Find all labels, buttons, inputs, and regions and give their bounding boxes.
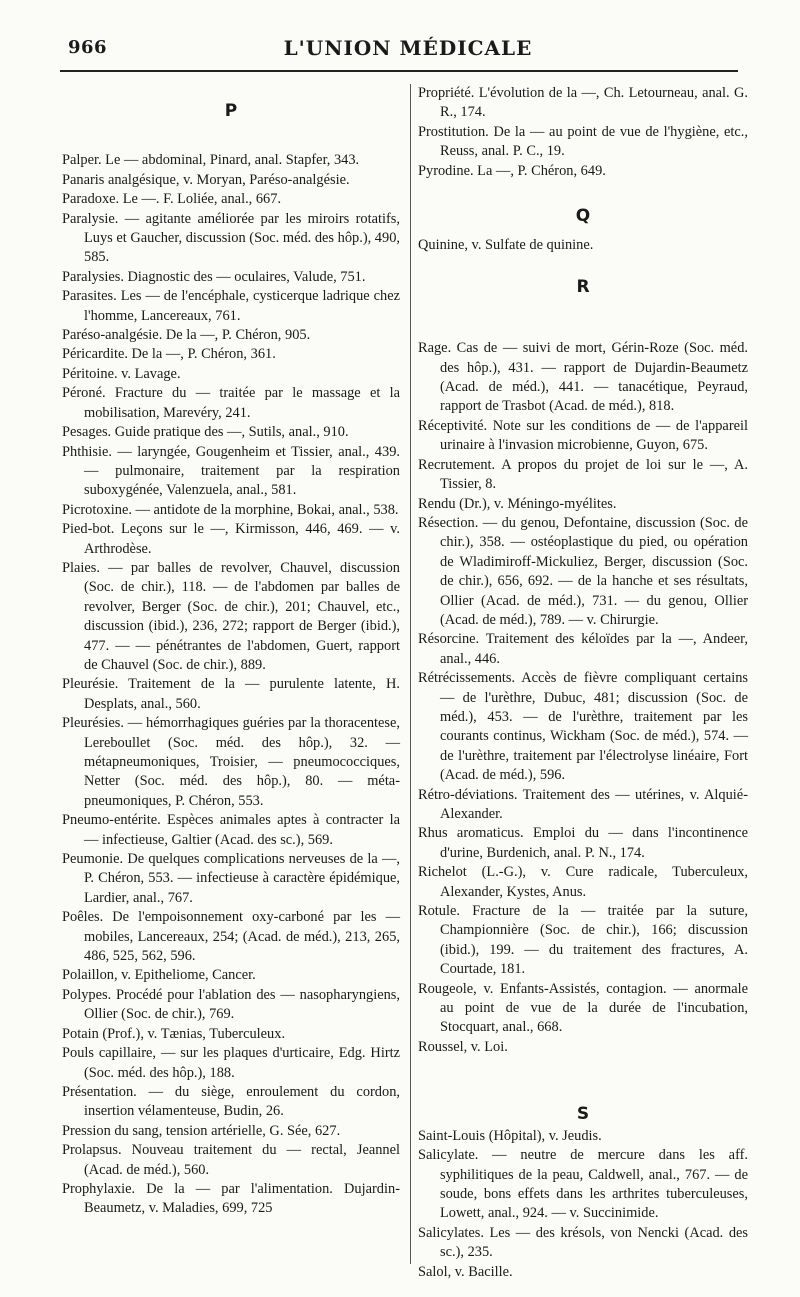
index-entry: Paréso-analgésie. De la —, P. Chéron, 905. <box>62 327 311 344</box>
running-title: L'UNION MÉDICALE <box>283 36 533 60</box>
left-entries <box>62 151 400 1218</box>
index-entry: Polaillon, v. Epitheliome, Cancer. <box>62 967 256 984</box>
index-entry: Péritoine. v. Lavage. <box>62 365 181 382</box>
index-entry: Recrutement. A propos du projet de loi sur le —, A. Tissier, 8. <box>418 456 748 493</box>
index-entry: Picrotoxine. — antidote de la morphine, Bokai, anal., 538. <box>62 501 399 518</box>
index-entry: Pleurésies. — hémorrhagiques guéries par la thoracentese, Lereboullet (Soc. méd. des hôp.), 32. — métapneumoniques, Troisier, — pneumococciques, Netter (Soc. méd. des hôp.), 80. — méta-pneumoniques, P. Chéron, 553. <box>62 715 400 809</box>
page-number: 966 <box>68 37 108 58</box>
index-entry: Pyrodine. La —, P. Chéron, 649. <box>418 162 606 179</box>
index-entry: Poêles. De l'empoisonnement oxy-carboné par les — mobiles, Lancereaux, 254; (Acad. de méd.), 213, 265, 486, 525, 562, 596. <box>62 909 400 965</box>
index-entry: Réceptivité. Note sur les conditions de — de l'appareil urinaire à l'invasion microbienne, Guyon, 675. <box>418 417 748 454</box>
s-entries <box>418 1127 748 1282</box>
index-entry: Propriété. L'évolution de la —, Ch. Letourneau, anal. G. R., 174. <box>418 85 748 121</box>
index-entry: Richelot (L.-G.), v. Cure radicale, Tuberculeux, Alexander, Kystes, Anus. <box>418 864 748 900</box>
section-letter-s: S <box>576 1104 590 1125</box>
index-entry: Péroné. Fracture du — traitée par le massage et la mobilisation, Marevéry, 241. <box>62 385 400 421</box>
index-entry: Panaris analgésique, v. Moryan, Paréso-analgésie. <box>62 171 350 188</box>
index-entry: Salicylate. — neutre de mercure dans les aff. syphilitiques de la peau, Caldwell, anal., 767. — de soude, bons effets dans les arthrites tuberculeuses, Lowett, anal., 924. — v. Succinimide. <box>418 1147 748 1222</box>
index-entry: Quinine, v. Sulfate de quinine. <box>418 237 594 254</box>
index-entry: Rétrécissements. Accès de fièvre compliquant certains — de l'urèthre, Dubuc, 481; discussion (Soc. de méd.), 453. — de l'urèthre, traitement par les courants continus, Wickham (Soc. de méd.), 574. — de l'urèthre, traitement par l'électrolyse linéaire, Fort (Acad. de méd.), 596. <box>418 670 748 784</box>
index-entry: Phthisie. — laryngée, Gougenheim et Tissier, anal., 439. — pulmonaire, traitement par la respiration suboxygénée, Valenzuela, anal., 581. <box>62 443 400 499</box>
index-entry: Saint-Louis (Hôpital), v. Jeudis. <box>418 1127 602 1144</box>
index-entry: Salol, v. Bacille. <box>418 1263 513 1280</box>
index-entry: Pesages. Guide pratique des —, Sutils, anal., 910. <box>62 424 349 441</box>
column-divider <box>410 84 411 1264</box>
index-entry: Rendu (Dr.), v. Méningo-myélites. <box>418 495 617 512</box>
index-entry: Rotule. Fracture de la — traitée par la suture, Championnière (Soc. de chir.), 166; discussion (ibid.), 199. — du traitement des fractures, A. Courtade, 181. <box>418 903 748 978</box>
index-entry: Péricardite. De la —, P. Chéron, 361. <box>62 346 276 363</box>
index-entry: Paradoxe. Le —. F. Loliée, anal., 667. <box>62 191 282 208</box>
q-entries <box>418 236 748 255</box>
right-column <box>418 84 748 1282</box>
index-entry: Peumonie. De quelques complications nerveuses de la —, P. Chéron, 553. — infectieuse à caractère épidémique, Lardier, anal., 767. <box>62 851 400 906</box>
header-rule <box>60 70 738 72</box>
index-entry: Roussel, v. Loi. <box>418 1038 508 1055</box>
index-entry: Salicylates. Les — des krésols, von Nencki (Acad. des sc.), 235. <box>418 1224 748 1261</box>
index-entry: Rhus aromaticus. Emploi du — dans l'incontinence d'urine, Burdenich, anal. P. N., 174. <box>418 825 748 861</box>
section-letter-r: R <box>576 276 590 297</box>
index-entry: Pleurésie. Traitement de la — purulente latente, H. Desplats, anal., 560. <box>62 676 400 712</box>
right-top-entries <box>418 84 748 181</box>
index-entry: Pneumo-entérite. Espèces animales aptes à contracter la — infectieuse, Galtier (Acad. des sc.), 569. <box>62 812 400 848</box>
index-entry: Prophylaxie. De la — par l'alimentation. Dujardin-Beaumetz, v. Maladies, 699, 725 <box>62 1180 400 1217</box>
section-letter-p: P <box>224 101 238 121</box>
r-entries <box>418 339 748 1057</box>
index-entry: Plaies. — par balles de revolver, Chauvel, discussion (Soc. de chir.), 118. — de l'abdomen par balles de revolver, Berger (Soc. de chir.), 201; Chauvel, etc., discussion (ibid.), 236, 272; rapport de Berger (ibid.), 477. — — pénétrantes de l'abdomen, Guert, rapport de Chauvel (Soc. de chir.), 889. <box>62 559 400 673</box>
index-entry: Potain (Prof.), v. Tænias, Tuberculeux. <box>62 1025 286 1042</box>
index-entry: Résorcine. Traitement des kéloïdes par la —, Andeer, anal., 446. <box>418 631 748 667</box>
index-entry: Rétro-déviations. Traitement des — utérines, v. Alquié-Alexander. <box>418 786 748 822</box>
index-entry: Parasites. Les — de l'encéphale, cysticerque ladrique chez l'homme, Lancereaux, 761. <box>62 288 400 324</box>
index-entry: Présentation. — du siège, enroulement du cordon, insertion vélamenteuse, Budin, 26. <box>62 1083 400 1120</box>
index-entry: Pouls capillaire, — sur les plaques d'urticaire, Edg. Hirtz (Soc. méd. des hôp.), 188. <box>62 1045 400 1081</box>
index-entry: Palper. Le — abdominal, Pinard, anal. Stapfer, 343. <box>62 152 360 169</box>
index-entry: Rage. Cas de — suivi de mort, Gérin-Roze (Soc. méd. des hôp.), 431. — rapport de Dujardin-Beaumetz (Acad. de méd.), 441. — tanacétique, Peyraud, rapport de Trasbot (Acad. de méd.), 818. <box>418 340 748 415</box>
index-entry: Paralysies. Diagnostic des — oculaires, Valude, 751. <box>62 268 366 285</box>
index-entry: Pied-bot. Leçons sur le —, Kirmisson, 446, 469. — v. Arthrodèse. <box>62 521 400 557</box>
index-entry: Prolapsus. Nouveau traitement du — rectal, Jeannel (Acad. de méd.), 560. <box>62 1142 400 1178</box>
index-entry: Résection. — du genou, Defontaine, discussion (Soc. de chir.), 358. — ostéoplastique du pied, ou opération de Wladimiroff-Mickuliez, Berger, discussion (Soc. de chir.), 656, 692. — de la hanche et ses résultats, Ollier (Acad. de méd.), 731. — du genou, Ollier (Acad. de méd.), 789. — v. Chirurgie. <box>418 514 748 628</box>
index-entry: Polypes. Procédé pour l'ablation des — nasopharyngiens, Ollier (Soc. de chir.), 769. <box>62 986 400 1023</box>
left-column <box>62 84 400 1219</box>
index-entry: Rougeole, v. Enfants-Assistés, contagion. — anormale au point de vue de la durée de l'incubation, Stocquart, anal., 668. <box>418 980 748 1036</box>
index-entry: Paralysie. — agitante améliorée par les miroirs rotatifs, Luys et Gaucher, discussion (Soc. méd. des hôp.), 490, 585. <box>62 210 400 266</box>
index-entry: Prostitution. De la — au point de vue de l'hygiène, etc., Reuss, anal. P. C., 19. <box>418 123 748 160</box>
index-entry: Pression du sang, tension artérielle, G. Sée, 627. <box>62 1122 341 1139</box>
section-letter-q: Q <box>575 206 591 227</box>
